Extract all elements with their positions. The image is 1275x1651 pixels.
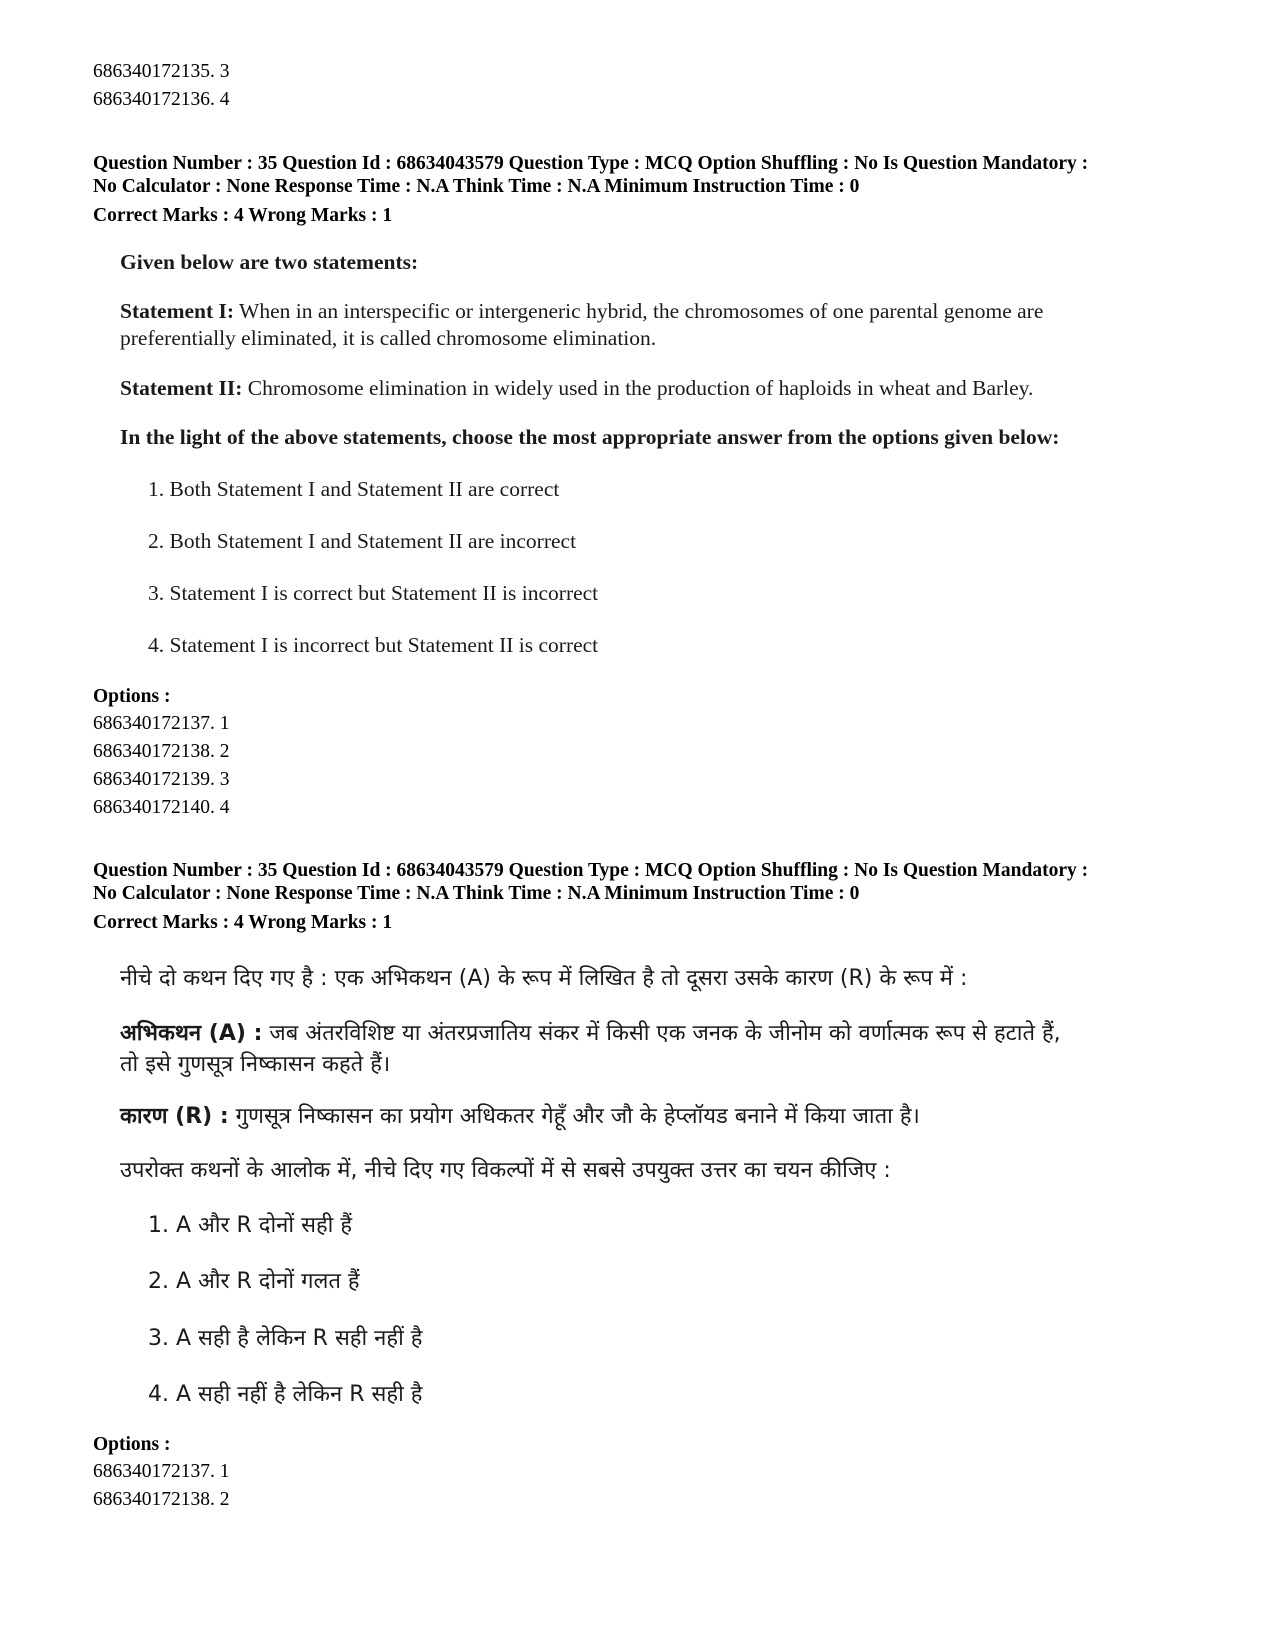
question-instruction: In the light of the above statements, choose the most appropriate answer from the options given below: bbox=[120, 425, 1060, 449]
statement-two bbox=[120, 376, 1033, 401]
option-line: 686340172138. 2 bbox=[93, 1489, 230, 1510]
answer-choice: 2. Both Statement I and Statement II are incorrect bbox=[148, 529, 577, 553]
options-label: Options : bbox=[93, 686, 171, 707]
question-header: Question Number : 35 Question Id : 68634043579 Question Type : MCQ Option Shuffling : No Is Question Mandatory : bbox=[93, 153, 1089, 174]
option-line: 686340172137. 1 bbox=[93, 713, 230, 734]
question-header: No Calculator : None Response Time : N.A Think Time : N.A Minimum Instruction Time : 0 bbox=[93, 176, 860, 197]
question-header: Question Number : 35 Question Id : 68634043579 Question Type : MCQ Option Shuffling : No Is Question Mandatory : bbox=[93, 860, 1089, 881]
reason-text: गुणसूत्र निष्कासन का प्रयोग अधिकतर गेहूँ और जौ के हेप्लॉयड बनाने में किया जाता है। bbox=[228, 1104, 920, 1129]
option-line: 686340172135. 3 bbox=[93, 61, 230, 82]
statement-two-label: Statement II: bbox=[120, 376, 243, 400]
option-line: 686340172140. 4 bbox=[93, 797, 230, 818]
answer-choice: 2. A और R दोनों गलत हैं bbox=[148, 1269, 360, 1294]
assertion-label: अभिकथन (A) : bbox=[120, 1021, 263, 1046]
answer-choice: 1. A और R दोनों सही हैं bbox=[148, 1213, 353, 1238]
assertion-continued: तो इसे गुणसूत्र निष्कासन कहते हैं। bbox=[120, 1052, 391, 1077]
option-line: 686340172139. 3 bbox=[93, 769, 230, 790]
answer-choice: 1. Both Statement I and Statement II are correct bbox=[148, 477, 560, 501]
assertion bbox=[120, 1017, 1061, 1047]
question-instruction: उपरोक्त कथनों के आलोक में, नीचे दिए गए विकल्पों में से सबसे उपयुक्त उत्तर का चयन कीजिए : bbox=[120, 1158, 891, 1183]
statement-one-label: Statement I: bbox=[120, 299, 235, 323]
marks-line: Correct Marks : 4 Wrong Marks : 1 bbox=[93, 912, 393, 933]
options-label: Options : bbox=[93, 1434, 171, 1455]
reason bbox=[120, 1100, 920, 1130]
answer-choice: 4. Statement I is incorrect but Statement II is correct bbox=[148, 633, 599, 657]
question-intro: नीचे दो कथन दिए गए है : एक अभिकथन (A) के रूप में लिखित है तो दूसरा उसके कारण (R) के रूप में : bbox=[120, 966, 968, 991]
option-line: 686340172137. 1 bbox=[93, 1461, 230, 1482]
marks-line: Correct Marks : 4 Wrong Marks : 1 bbox=[93, 205, 393, 226]
answer-choice: 4. A सही नहीं है लेकिन R सही है bbox=[148, 1382, 423, 1407]
question-header: No Calculator : None Response Time : N.A Think Time : N.A Minimum Instruction Time : 0 bbox=[93, 883, 860, 904]
answer-choice: 3. A सही है लेकिन R सही नहीं है bbox=[148, 1326, 423, 1351]
reason-label: कारण (R) : bbox=[120, 1104, 229, 1129]
answer-choice: 3. Statement I is correct but Statement II is incorrect bbox=[148, 581, 599, 605]
question-intro: Given below are two statements: bbox=[120, 250, 419, 274]
assertion-text: जब अंतरविशिष्ट या अंतरप्रजातिय संकर में किसी एक जनक के जीनोम को वर्णात्मक रूप से हटाते हैं, bbox=[262, 1021, 1061, 1046]
statement-one-text: When in an interspecific or intergeneric hybrid, the chromosomes of one parental genome are bbox=[234, 299, 1044, 323]
statement-two-text: Chromosome elimination in widely used in the production of haploids in wheat and Barley. bbox=[242, 376, 1034, 400]
option-line: 686340172136. 4 bbox=[93, 89, 230, 110]
option-line: 686340172138. 2 bbox=[93, 741, 230, 762]
statement-one bbox=[120, 299, 1043, 324]
statement-one-continued: preferentially eliminated, it is called chromosome elimination. bbox=[120, 326, 657, 350]
